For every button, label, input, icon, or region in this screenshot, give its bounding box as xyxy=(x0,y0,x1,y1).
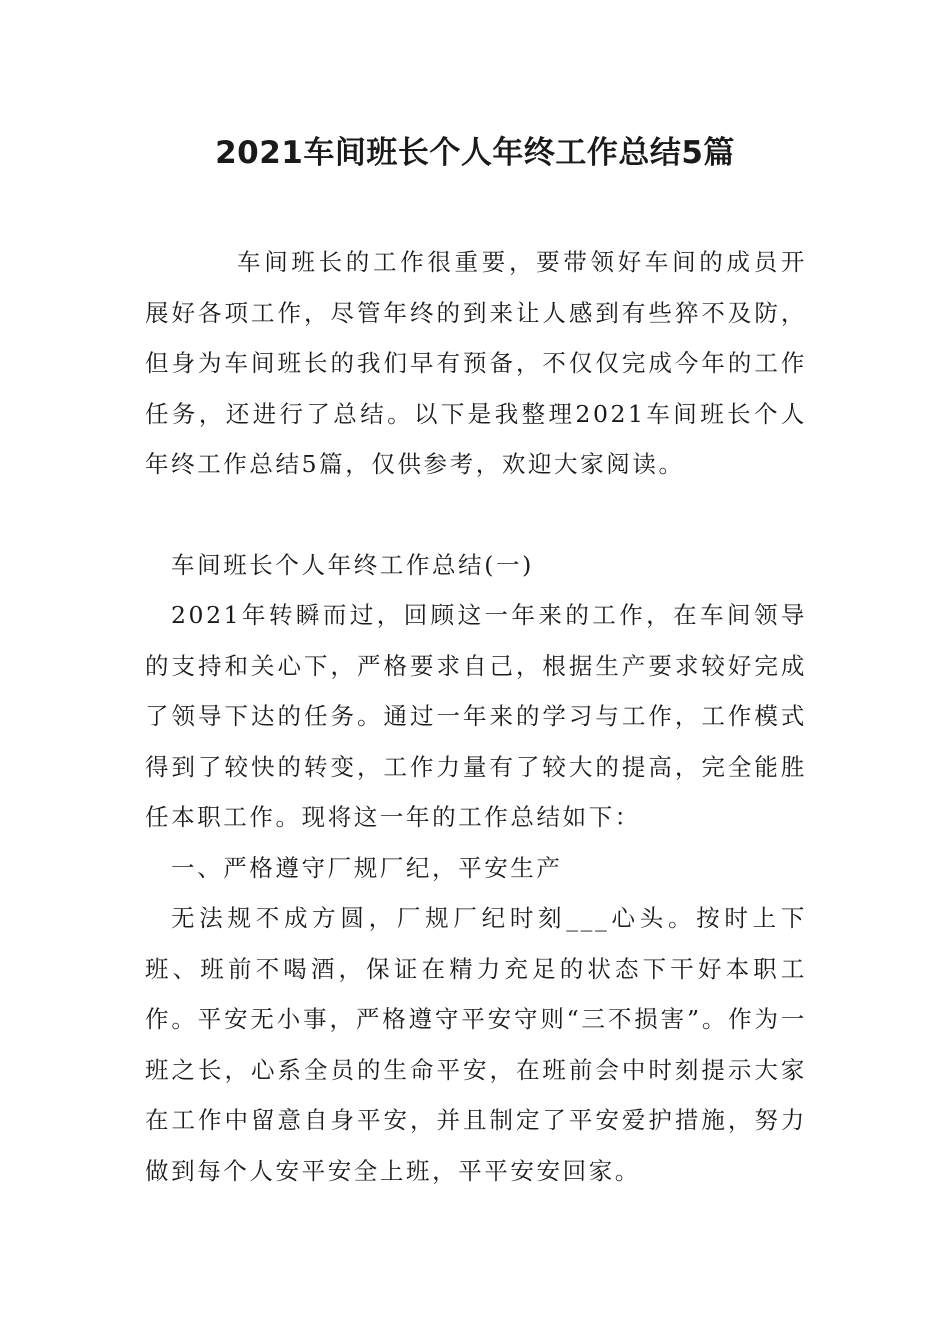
body-paragraph-2: 无法规不成方圆，厂规厂纪时刻___心头。按时上下班、班前不喝酒，保证在精力充足的状态下干好本职工作。平安无小事，严格遵守平安守则“三不损害”。作为一班之长，心系全员的生命平安，在班前会中时刻提示大家在工作中留意自身平安，并且制定了平安爱护措施，努力做到每个人安平安全上班，平平安安回家。 xyxy=(145,904,807,1185)
document-title: 2021车间班长个人年终工作总结5篇 xyxy=(215,135,735,171)
document-body xyxy=(145,237,807,1196)
body-paragraph-1: 2021年转瞬而过，回顾这一年来的工作，在车间领导的支持和关心下，严格要求自己，根据生产要求较好完成了领导下达的任务。通过一年来的学习与工作，工作模式得到了较快的转变，工作力量有了较大的提高，完全能胜任本职工作。现将这一年的工作总结如下： xyxy=(145,601,807,831)
subheading-1: 一、严格遵守厂规厂纪，平安生产 xyxy=(171,853,563,882)
intro-paragraph: 车间班长的工作很重要，要带领好车间的成员开展好各项工作，尽管年终的到来让人感到有些猝不及防，但身为车间班长的我们早有预备，不仅仅完成今年的工作任务，还进行了总结。以下是我整理2021车间班长个人年终工作总结5篇，仅供参考，欢迎大家阅读。 xyxy=(145,248,807,478)
paragraph-gap xyxy=(145,490,807,540)
section-heading: 车间班长个人年终工作总结(一) xyxy=(171,550,534,579)
